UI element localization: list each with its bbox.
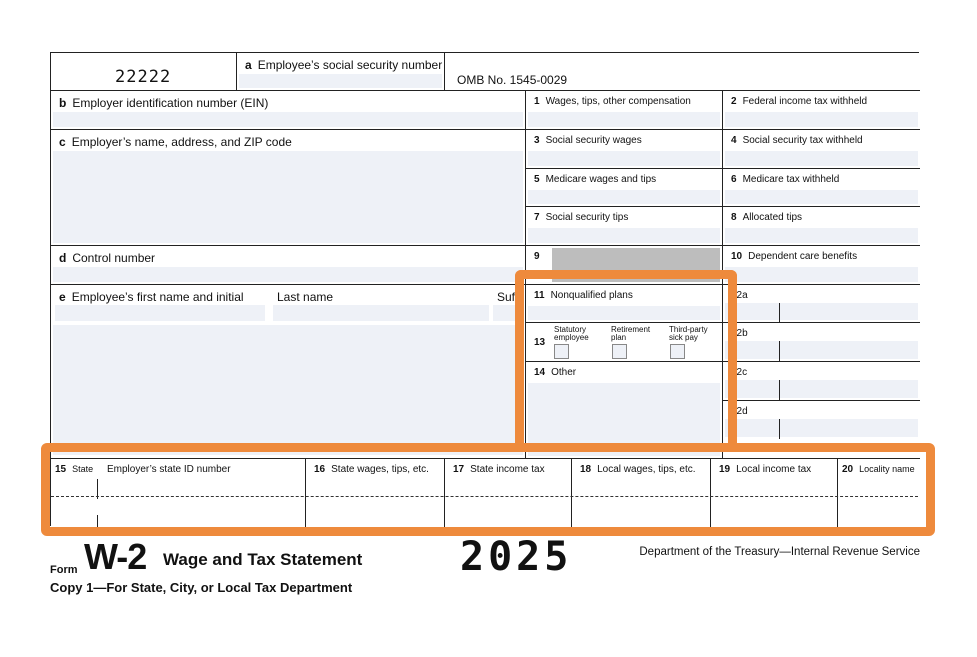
box-9: 9: [526, 246, 723, 285]
box-b[interactable]: b Employer identification number (EIN): [51, 91, 526, 130]
retirement-label: Retirement plan: [611, 325, 651, 342]
box-17-label: State income tax: [470, 464, 545, 475]
box-b-label: Employer identification number (EIN): [72, 96, 269, 110]
box-4-label: Social security tax withheld: [742, 135, 863, 146]
copy-designation: Copy 1—For State, City, or Local Tax Department: [50, 580, 353, 595]
box-8-label: Allocated tips: [742, 212, 803, 223]
box-2[interactable]: 2 Federal income tax withheld: [723, 91, 920, 130]
box-11[interactable]: 11 Nonqualified plans: [526, 285, 723, 323]
box-7[interactable]: 7 Social security tips: [526, 207, 723, 246]
box-a-label: Employee’s social security number: [257, 58, 443, 72]
box-13: 13 Statutory employee Retirement plan Third-party sick pay: [526, 323, 723, 362]
box-18[interactable]: 18 Local wages, tips, etc.: [572, 459, 711, 527]
box-e-first-label: Employee’s first name and initial: [71, 290, 244, 304]
box-20[interactable]: 20 Locality name: [838, 459, 920, 527]
box-12d-label: 12d: [731, 406, 748, 417]
box-1-label: Wages, tips, other compensation: [545, 96, 691, 107]
box-17[interactable]: 17 State income tax: [445, 459, 572, 527]
tax-year: 2025: [460, 534, 573, 580]
box-5[interactable]: 5 Medicare wages and tips: [526, 169, 723, 207]
box-20-label: Locality name: [859, 464, 915, 474]
box-19[interactable]: 19 Local income tax: [711, 459, 838, 527]
highlight-state-row: [41, 443, 935, 536]
box-3-label: Social security wages: [545, 135, 642, 146]
box-e-last-label: Last name: [277, 290, 334, 304]
box-15-state-label: State: [72, 464, 94, 474]
box-1[interactable]: 1 Wages, tips, other compensation: [526, 91, 723, 130]
box-14[interactable]: 14 Other: [526, 362, 723, 459]
statutory-label: Statutory employee: [554, 325, 589, 342]
omb-number: OMB No. 1545-0029: [457, 73, 568, 87]
box-11-label: Nonqualified plans: [550, 290, 633, 301]
box-14-label: Other: [551, 367, 577, 378]
box-e[interactable]: e Employee’s first name and initial Last name Suff.: [51, 285, 526, 459]
box-c-label: Employer’s name, address, and ZIP code: [71, 135, 292, 149]
box-12a[interactable]: [723, 285, 920, 323]
box-3[interactable]: 3 Social security wages: [526, 130, 723, 169]
department: Department of the Treasury—Internal Revenue Service: [639, 546, 920, 558]
box-6[interactable]: 6 Medicare tax withheld: [723, 169, 920, 207]
box-6-label: Medicare tax withheld: [742, 174, 840, 185]
box-d-label: Control number: [72, 251, 156, 265]
form-word: Form: [50, 564, 78, 576]
omb-box: [445, 53, 920, 91]
box-e-suff-label: Suff.: [497, 290, 522, 304]
box-15-id-label: Employer’s state ID number: [107, 464, 231, 475]
form-title: Wage and Tax Statement: [163, 550, 363, 569]
box-19-label: Local income tax: [736, 464, 812, 475]
form-name: W-2: [84, 536, 147, 577]
box-d[interactable]: d Control number: [51, 246, 526, 285]
box-15[interactable]: 15 State Employer’s state ID number: [51, 459, 306, 527]
box-c[interactable]: c Employer’s name, address, and ZIP code: [51, 130, 526, 246]
box-a[interactable]: a Employee’s social security number: [237, 53, 445, 91]
box-12b-label: 12b: [731, 328, 748, 339]
box-12a-label: 12a: [731, 290, 748, 301]
box-18-label: Local wages, tips, etc.: [597, 464, 696, 475]
box-10-label: Dependent care benefits: [748, 251, 858, 262]
box-2-label: Federal income tax withheld: [742, 96, 868, 107]
box-10[interactable]: 10 Dependent care benefits: [723, 246, 920, 285]
box-8[interactable]: 8 Allocated tips: [723, 207, 920, 246]
box-16[interactable]: 16 State wages, tips, etc.: [306, 459, 445, 527]
box-16-label: State wages, tips, etc.: [331, 464, 429, 475]
box-12c[interactable]: [723, 362, 920, 401]
box-7-label: Social security tips: [545, 212, 629, 223]
form-footer: [50, 536, 920, 606]
box-12b[interactable]: [723, 323, 920, 362]
control-code: 22222: [115, 67, 172, 87]
box-12c-label: 12c: [731, 367, 748, 378]
highlight-box-11-14: [515, 270, 737, 452]
box-4[interactable]: 4 Social security tax withheld: [723, 130, 920, 169]
third-party-label: Third-party sick pay: [669, 325, 708, 342]
box-5-label: Medicare wages and tips: [545, 174, 657, 185]
control-code-box: [51, 53, 237, 91]
